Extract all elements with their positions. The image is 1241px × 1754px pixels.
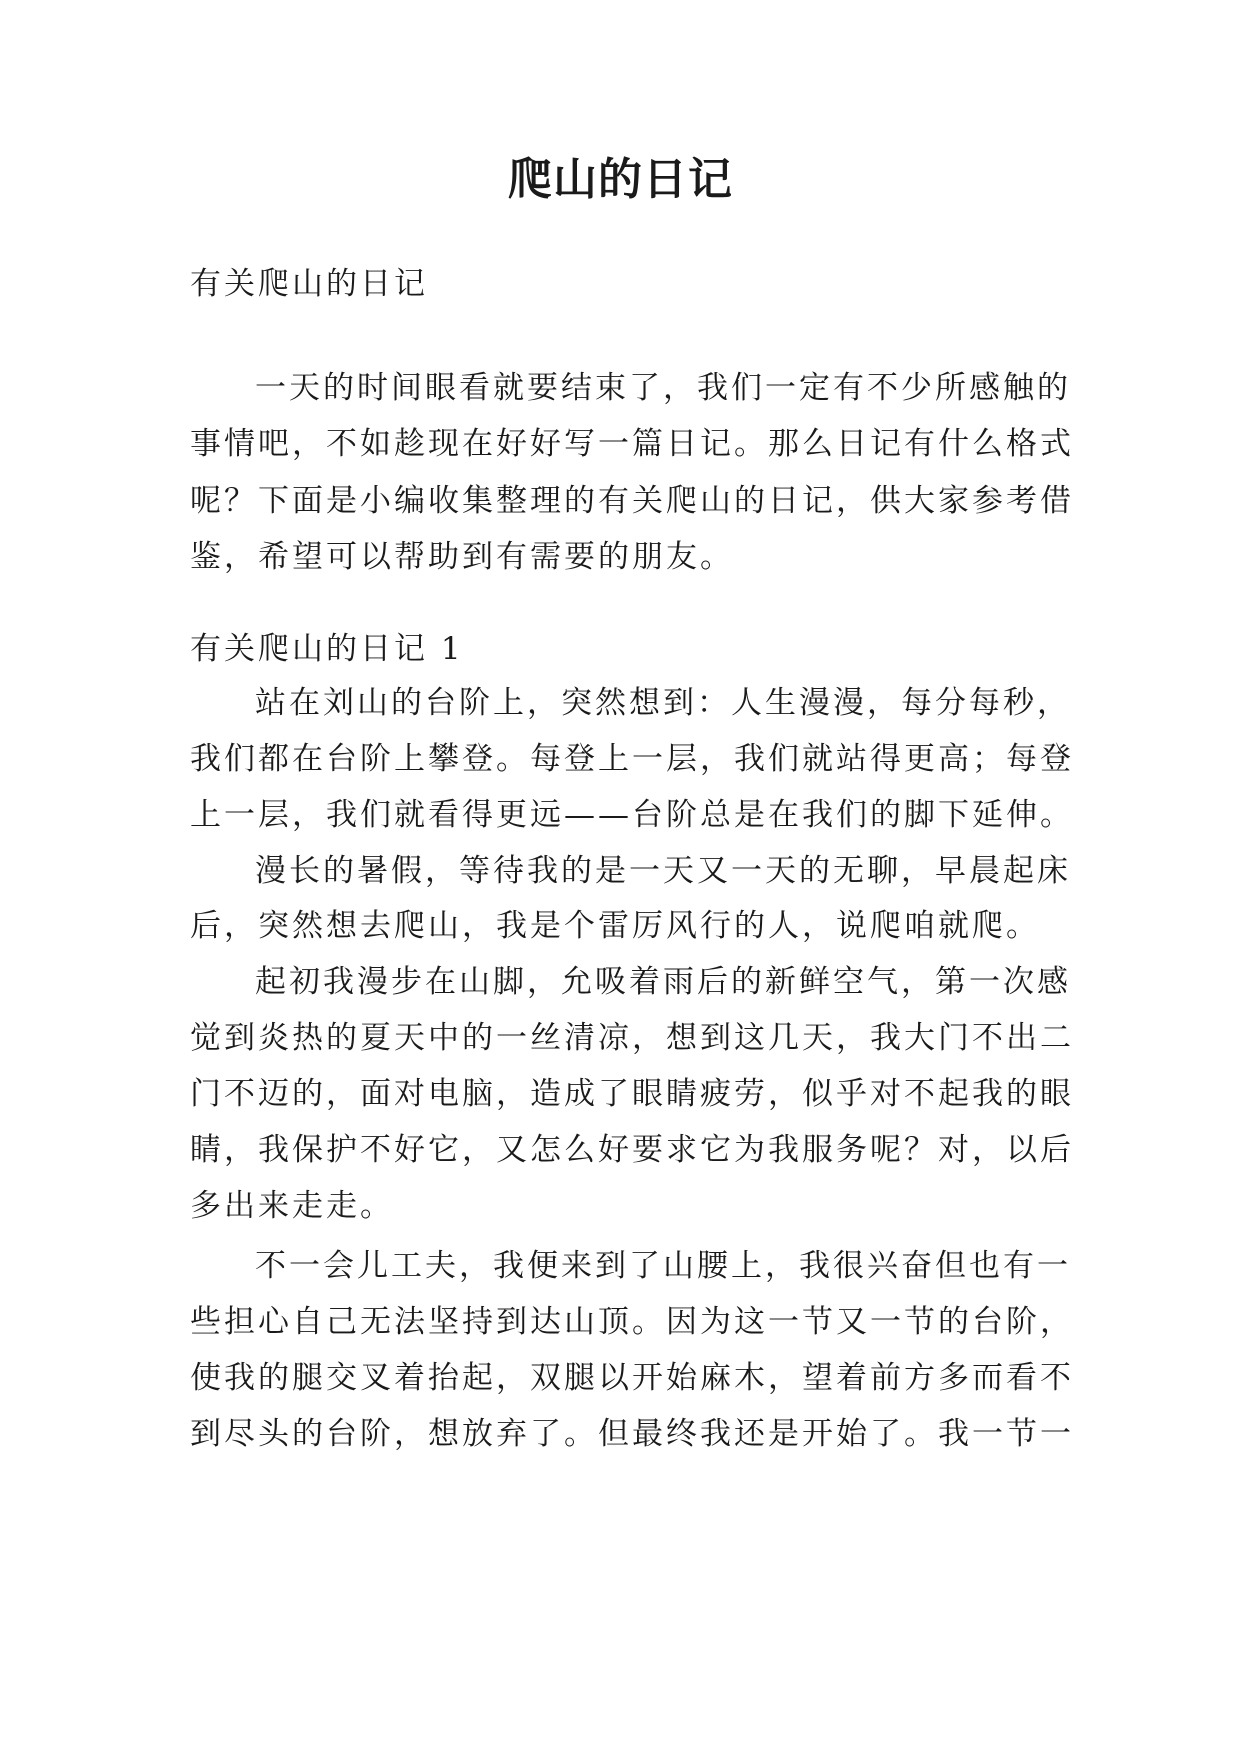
body-line: 不一会儿工夫，我便来到了山腰上，我很兴奋但也有一 <box>255 1248 1071 1284</box>
body-line: 起初我漫步在山脚，允吸着雨后的新鲜空气，第一次感 <box>255 964 1071 1000</box>
body-line: 些担心自己无法坚持到达山顶。因为这一节又一节的台阶， <box>190 1304 1074 1340</box>
body-line: 觉到炎热的夏天中的一丝清凉，想到这几天，我大门不出二 <box>190 1020 1074 1056</box>
body-line: 多出来走走。 <box>190 1188 394 1224</box>
document-title: 爬山的日记 <box>508 154 733 205</box>
body-line: 我们都在台阶上攀登。每登上一层，我们就站得更高；每登 <box>190 741 1074 777</box>
body-line: 站在刘山的台阶上，突然想到：人生漫漫，每分每秒， <box>255 685 1071 721</box>
intro-line: 鉴，希望可以帮助到有需要的朋友。 <box>190 539 734 575</box>
body-line: 使我的腿交叉着抬起，双腿以开始麻木，望着前方多而看不 <box>190 1360 1074 1396</box>
body-line: 漫长的暑假，等待我的是一天又一天的无聊，早晨起床 <box>255 853 1071 889</box>
body-line: 到尽头的台阶，想放弃了。但最终我还是开始了。我一节一 <box>190 1416 1074 1452</box>
body-line: 上一层，我们就看得更远——台阶总是在我们的脚下延伸。 <box>190 797 1074 833</box>
body-line: 睛，我保护不好它，又怎么好要求它为我服务呢？对，以后 <box>190 1132 1074 1168</box>
intro-line: 事情吧，不如趁现在好好写一篇日记。那么日记有什么格式 <box>190 426 1074 462</box>
section-heading: 有关爬山的日记 1 <box>190 631 464 667</box>
intro-line: 呢？下面是小编收集整理的有关爬山的日记，供大家参考借 <box>190 483 1074 519</box>
subtitle: 有关爬山的日记 <box>190 266 428 302</box>
intro-line: 一天的时间眼看就要结束了，我们一定有不少所感触的 <box>255 370 1071 406</box>
body-line: 门不迈的，面对电脑，造成了眼睛疲劳，似乎对不起我的眼 <box>190 1076 1074 1112</box>
body-line: 后，突然想去爬山，我是个雷厉风行的人，说爬咱就爬。 <box>190 908 1040 944</box>
